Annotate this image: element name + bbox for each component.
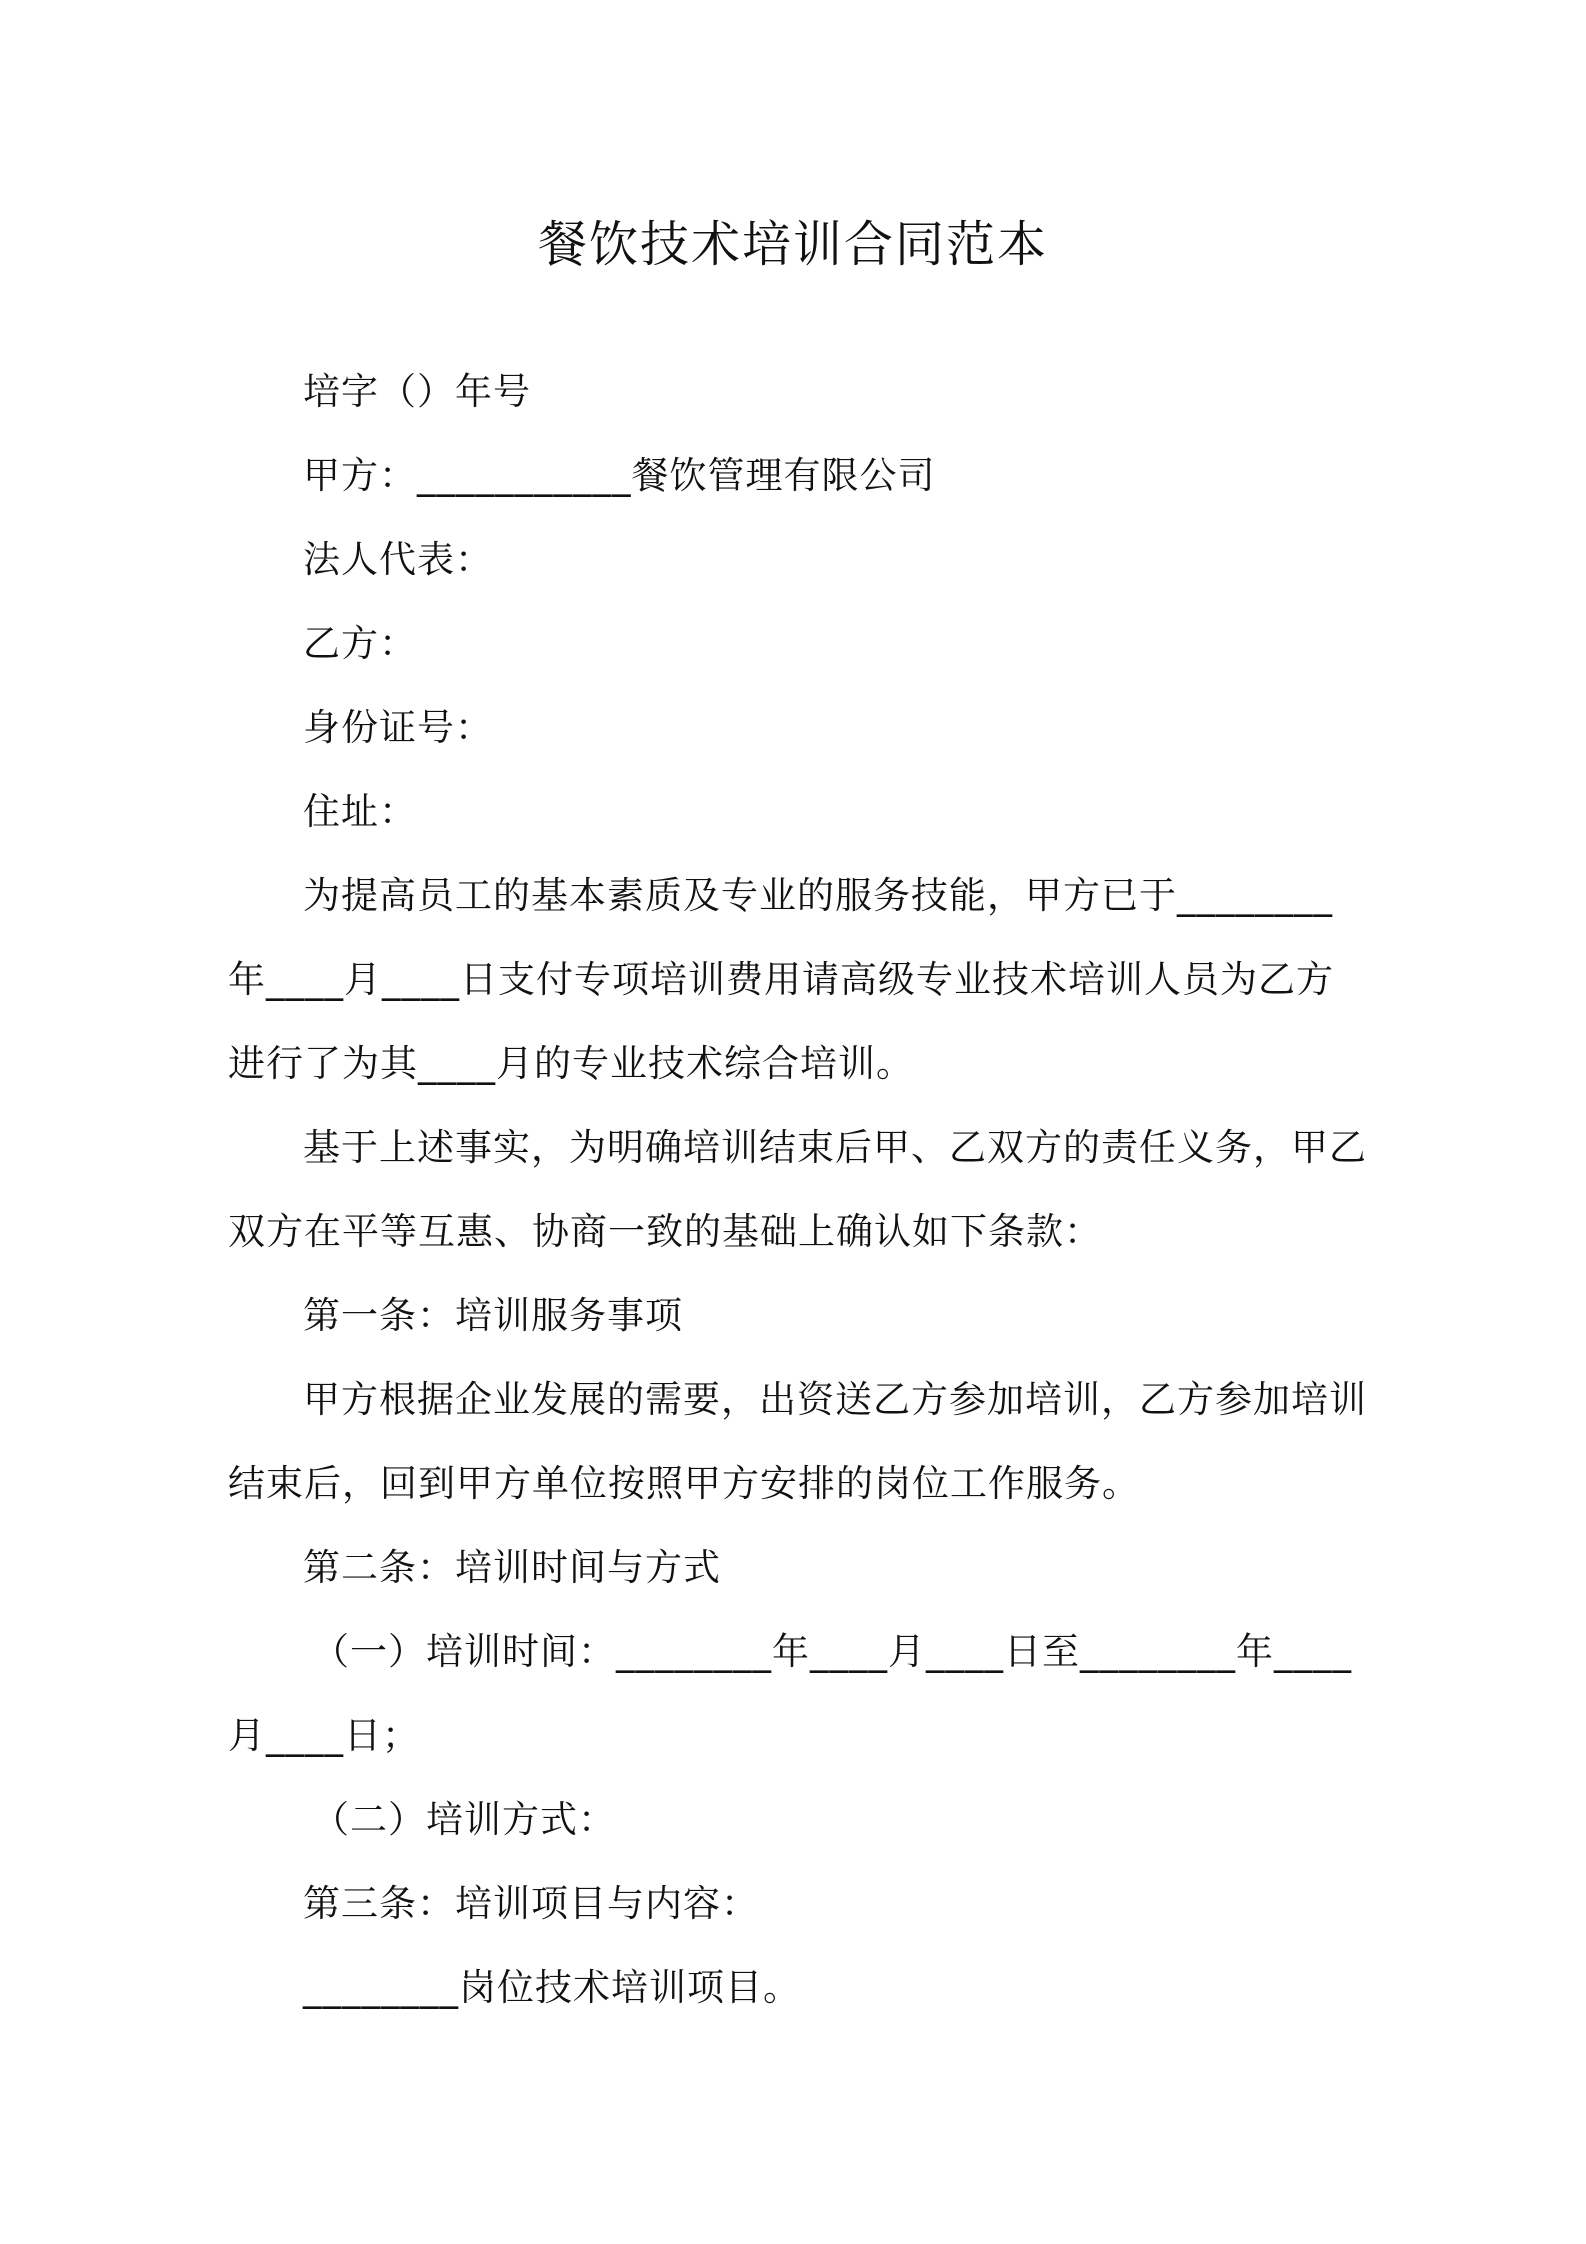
paragraph-line: 结束后，回到甲方单位按照甲方安排的岗位工作服务。 bbox=[228, 1462, 1140, 1505]
training-project-line: ________岗位技术培训项目。 bbox=[303, 1966, 801, 2009]
paragraph-line: 进行了为其____月的专业技术综合培训。 bbox=[228, 1042, 914, 1085]
paragraph-line: 为提高员工的基本素质及专业的服务技能，甲方已于________ bbox=[303, 874, 1333, 917]
article-heading: 第二条：培训时间与方式 bbox=[303, 1546, 721, 1589]
id-number-line: 身份证号： bbox=[303, 706, 493, 749]
document-title: 餐饮技术培训合同范本 bbox=[537, 216, 1048, 273]
party-b-line: 乙方： bbox=[303, 622, 417, 665]
article-heading: 第一条：培训服务事项 bbox=[303, 1294, 683, 1337]
paragraph-line: 双方在平等互惠、协商一致的基础上确认如下条款： bbox=[228, 1210, 1102, 1253]
paragraph-line: 年____月____日支付专项培训费用请高级专业技术培训人员为乙方 bbox=[228, 958, 1334, 1001]
training-method-line: （二）培训方式： bbox=[312, 1798, 616, 1841]
paragraph-line: 基于上述事实，为明确培训结束后甲、乙双方的责任义务，甲乙 bbox=[303, 1126, 1367, 1169]
address-line: 住址： bbox=[303, 790, 417, 833]
article-heading: 第三条：培训项目与内容： bbox=[303, 1882, 759, 1925]
legal-representative-line: 法人代表： bbox=[303, 538, 493, 581]
training-time-line-cont: 月____日； bbox=[228, 1714, 420, 1757]
party-a-line: 甲方：___________餐饮管理有限公司 bbox=[303, 454, 936, 497]
paragraph-line: 甲方根据企业发展的需要，出资送乙方参加培训，乙方参加培训 bbox=[303, 1378, 1367, 1421]
training-time-line: （一）培训时间：________年____月____日至________年____ bbox=[312, 1630, 1352, 1673]
contract-number-line: 培字（）年号 bbox=[303, 370, 531, 413]
